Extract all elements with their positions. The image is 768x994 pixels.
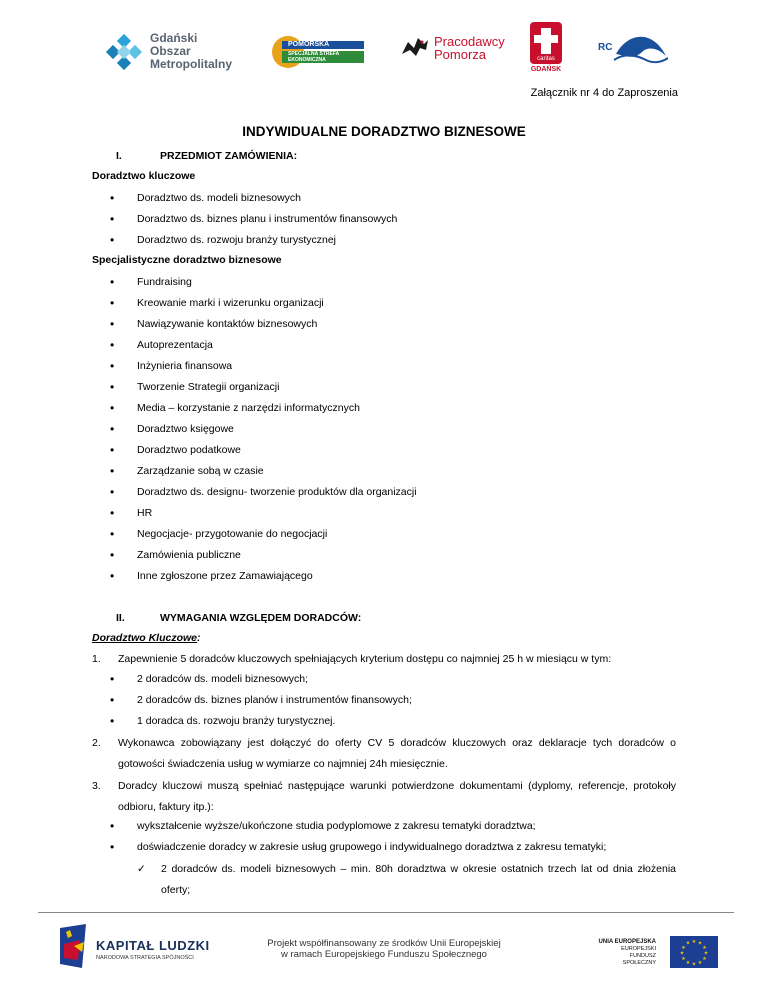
requirement-3-list [110, 820, 606, 862]
list-item: • Doradztwo podatkowe [110, 444, 417, 465]
svg-text:★: ★ [681, 956, 686, 962]
list-item: • 2 doradców ds. biznes planów i instrumentów finansowych; [110, 694, 412, 715]
caritas-label: caritas [537, 56, 555, 62]
annex-label: Załącznik nr 4 do Zaproszenia [530, 87, 678, 99]
svg-text:★: ★ [685, 960, 691, 966]
specialist-advisory-list [110, 276, 417, 591]
pse-logo-bottom: SPECJALNA STREFA EKONOMICZNA [282, 51, 364, 63]
list-item: • Autoprezentacja [110, 339, 417, 360]
gom-logo [106, 32, 236, 71]
page-title: INDYWIDUALNE DORADZTWO BIZNESOWE [242, 124, 526, 139]
key-advisors-subheading: Doradztwo Kluczowe: [92, 632, 201, 644]
svg-text:★: ★ [691, 961, 697, 968]
header-logos [0, 22, 768, 82]
list-item: • Fundraising [110, 276, 417, 297]
pse-logo [272, 36, 364, 68]
rc-logo [598, 30, 668, 70]
list-item: • Inżynieria finansowa [110, 360, 417, 381]
list-item: • HR [110, 507, 417, 528]
list-item: • Doradztwo ds. biznes planu i instrumentów finansowych [110, 213, 397, 234]
list-item: • Nawiązywanie kontaktów biznesowych [110, 318, 417, 339]
group-specialist-title: Specjalistyczne doradztwo biznesowe [92, 254, 282, 266]
cofinancing-note: Projekt współfinansowany ze środków Unii Europejskiej w ramach Europejskiego Funduszu Społecznego [267, 938, 501, 960]
list-item: • Doradztwo ds. designu- tworzenie produktów dla organizacji [110, 486, 417, 507]
list-item: • Inne zgłoszone przez Zamawiającego [110, 570, 417, 591]
kl-subtitle: NARODOWA STRATEGIA SPÓJNOŚCI [96, 955, 194, 961]
svg-text:★: ★ [685, 940, 691, 947]
list-item: • 1 doradca ds. rozwoju branży turystycznej. [110, 715, 412, 736]
list-item: • Media – korzystanie z narzędzi informatycznych [110, 402, 417, 423]
requirement-3: 3. Doradcy kluczowi muszą spełniać następujące warunki potwierdzone dokumentami (dyplomy, referencje, protokoły odbioru, faktury itp.): [92, 780, 676, 813]
caritas-logo [530, 22, 562, 78]
list-item: • Kreowanie marki i wizerunku organizacji [110, 297, 417, 318]
requirement-1: 1. Zapewnienie 5 doradców kluczowych spełniających kryterium dostępu co najmniej 25 h w miesiącu w tym: [92, 653, 612, 665]
svg-text:★: ★ [679, 950, 685, 957]
list-item: • Doradztwo ds. modeli biznesowych [110, 192, 397, 213]
check-item: ✓ 2 doradców ds. modeli biznesowych – min. 80h doradztwa w okresie ostatnich trzech lat od dnia złożenia oferty; [137, 859, 676, 901]
list-item: • Negocjacje- przygotowanie do negocjacji [110, 528, 417, 549]
dragon-icon [400, 34, 430, 62]
key-advisory-list [110, 192, 397, 255]
list-item: • Zarządzanie sobą w czasie [110, 465, 417, 486]
group-key-title: Doradztwo kluczowe [92, 170, 196, 182]
eu-label: UNIA EUROPEJSKA EUROPEJSKI FUNDUSZ SPOŁECZNY [598, 939, 656, 966]
pp-logo [400, 34, 506, 62]
svg-text:★: ★ [697, 960, 703, 966]
section-1-title: PRZEDMIOT ZAMÓWIENIA: [160, 150, 298, 162]
footer-divider [38, 912, 734, 913]
caritas-city: GDAŃSK [530, 66, 562, 73]
svg-text:★: ★ [702, 956, 707, 962]
list-item: • Doradztwo księgowe [110, 423, 417, 444]
gom-logo-text: Gdański Obszar Metropolitalny [150, 31, 233, 71]
gom-mark-icon [106, 34, 142, 70]
list-item: • Doradztwo ds. rozwoju branży turystycznej [110, 234, 397, 255]
requirement-1-list [110, 673, 412, 736]
svg-text:★: ★ [703, 950, 709, 957]
section-2-title: WYMAGANIA WZGLĘDEM DORADCÓW: [160, 612, 362, 624]
svg-text:★: ★ [691, 939, 697, 945]
wave-icon [612, 30, 668, 70]
pse-logo-top: POMORSKA [282, 41, 364, 49]
pp-logo-text: Pracodawcy Pomorza [434, 34, 505, 62]
rc-label: RC [598, 42, 613, 53]
list-item: • Zamówienia publiczne [110, 549, 417, 570]
kl-name: KAPITAŁ LUDZKI [96, 938, 210, 953]
list-item: • Tworzenie Strategii organizacji [110, 381, 417, 402]
section-1-number: I. [116, 150, 122, 162]
svg-text:★: ★ [681, 945, 686, 951]
check-icon: ✓ [137, 863, 146, 875]
requirement-2: 2. Wykonawca zobowiązany jest dołączyć do oferty CV 5 doradców kluczowych oraz deklaracje tych doradców o gotowości świadczenia usług w wymiarze co najmniej 24h miesięcznie. [92, 737, 676, 770]
section-2-number: II. [116, 612, 125, 624]
eu-flag-icon [670, 936, 718, 968]
svg-text:★: ★ [697, 940, 703, 947]
list-item: • 2 doradców ds. modeli biznesowych; [110, 673, 412, 694]
svg-text:★: ★ [702, 945, 707, 951]
list-item: • doświadczenie doradcy w zakresie usług grupowego i indywidualnego doradztwa z zakresu tematyki; [110, 841, 606, 862]
list-item: • wykształcenie wyższe/ukończone studia podyplomowe z zakresu tematyki doradztwa; [110, 820, 606, 841]
